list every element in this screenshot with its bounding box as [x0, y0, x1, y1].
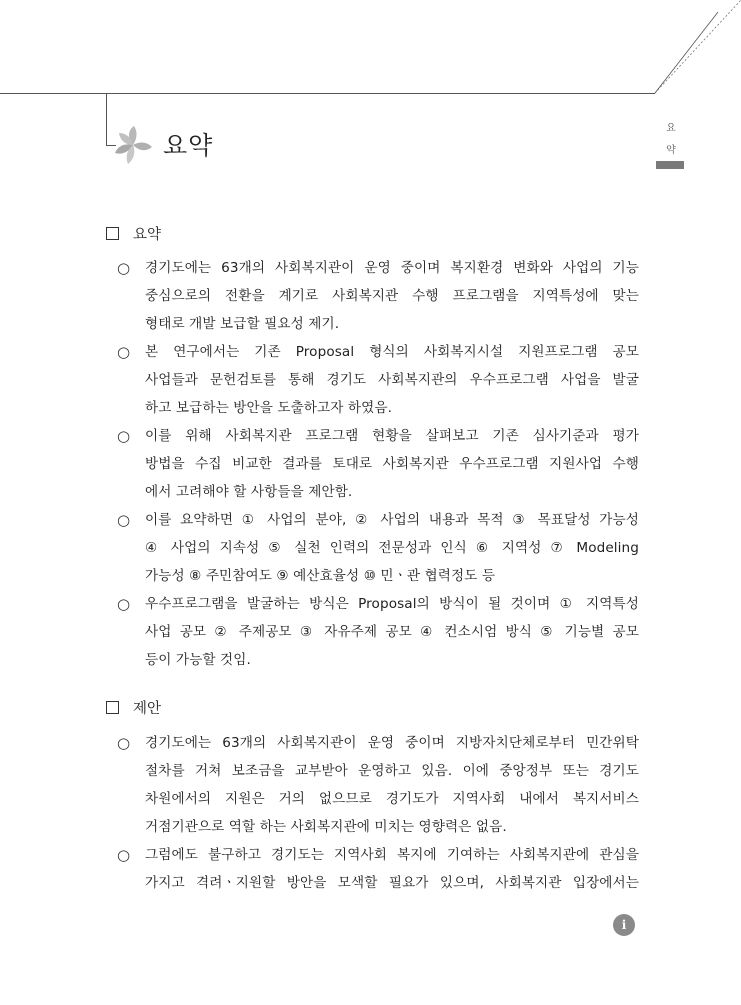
- list-item-line: 등이 가능할 것임.: [145, 652, 251, 668]
- list-item-line: 이를 요약하면 ① 사업의 분야, ② 사업의 내용과 목적 ③ 목표달성 가능성: [145, 512, 639, 528]
- circle-bullet-icon: ○: [117, 343, 131, 361]
- list-item-line: 경기도에는 63개의 사회복지관이 운영 중이며 복지환경 변화와 사업의 기능: [145, 260, 639, 276]
- section-title: 요약: [133, 226, 162, 243]
- page-number-badge: i: [613, 914, 635, 936]
- list-item-line: 본 연구에서는 기존 Proposal 형식의 사회복지시설 지원프로그램 공모: [145, 344, 639, 360]
- list-item-line: 중심으로의 전환을 계기로 사회복지관 수행 프로그램을 지역특성에 맞는: [145, 288, 639, 304]
- list-item-line: 가지고 격려ㆍ지원할 방안을 모색할 필요가 있으며, 사회복지관 입장에서는: [145, 875, 639, 891]
- list-item-line: 경기도에는 63개의 사회복지관이 운영 중이며 지방자치단체로부터 민간위탁: [145, 735, 639, 751]
- list-item: [117, 506, 639, 590]
- list-item-line: 에서 고려해야 할 사항들을 제안함.: [145, 484, 353, 500]
- side-tab-bar: [656, 161, 684, 169]
- list-item-line: 사업들과 문헌검토를 통해 경기도 사회복지관의 우수프로그램 사업을 발굴: [145, 372, 639, 388]
- list-item-line: 거점기관으로 역할 하는 사회복지관에 미치는 영향력은 없음.: [145, 819, 507, 835]
- list-item: [117, 590, 639, 674]
- list-item-line: 방법을 수집 비교한 결과를 토대로 사회복지관 우수프로그램 지원사업 수행: [145, 456, 639, 472]
- list-item-line: 가능성 ⑧ 주민참여도 ⑨ 예산효율성 ⑩ 민ㆍ관 협력정도 등: [145, 568, 496, 584]
- circle-bullet-icon: ○: [117, 427, 131, 445]
- list-item-line: 우수프로그램을 발굴하는 방식은 Proposal의 방식이 될 것이며 ① 지역특성: [145, 596, 639, 612]
- side-tab-char: 요: [666, 123, 676, 134]
- list-item-line: 절차를 거쳐 보조금을 교부받아 운영하고 있음. 이에 중앙정부 또는 경기도: [145, 763, 639, 779]
- square-bullet-icon: [106, 701, 119, 714]
- list-item-line: ④ 사업의 지속성 ⑤ 실천 인력의 전문성과 인식 ⑥ 지역성 ⑦ Modeling: [145, 540, 639, 556]
- corner-decoration: [640, 0, 741, 100]
- list-item-line: 하고 보급하는 방안을 도출하고자 하였음.: [145, 400, 393, 416]
- circle-bullet-icon: ○: [117, 595, 131, 613]
- leaf-ornament-icon: [112, 124, 154, 166]
- list-item: [117, 338, 639, 422]
- square-bullet-icon: [106, 227, 119, 240]
- header-rule: [0, 93, 655, 94]
- chapter-title: 요약: [163, 131, 214, 160]
- circle-bullet-icon: ○: [117, 734, 131, 752]
- circle-bullet-icon: ○: [117, 846, 131, 864]
- side-tab: [656, 118, 686, 162]
- section-heading-proposal: [106, 696, 161, 718]
- title-bracket-vertical: [106, 93, 107, 145]
- proposal-list: [117, 729, 639, 897]
- section-title: 제안: [133, 700, 162, 717]
- circle-bullet-icon: ○: [117, 511, 131, 529]
- circle-bullet-icon: ○: [117, 259, 131, 277]
- side-tab-char: 약: [666, 145, 676, 156]
- list-item: [117, 729, 639, 841]
- list-item: [117, 841, 639, 897]
- list-item-line: 차원에서의 지원은 거의 없으므로 경기도가 지역사회 내에서 복지서비스: [145, 791, 639, 807]
- list-item-line: 형태로 개발 보급할 필요성 제기.: [145, 316, 340, 332]
- list-item: [117, 254, 639, 338]
- section-heading-summary: [106, 222, 161, 244]
- list-item-line: 사업 공모 ② 주제공모 ③ 자유주제 공모 ④ 컨소시엄 방식 ⑤ 기능별 공모: [145, 624, 639, 640]
- list-item-line: 이를 위해 사회복지관 프로그램 현황을 살펴보고 기존 심사기준과 평가: [145, 428, 639, 444]
- summary-list: [117, 254, 639, 674]
- list-item-line: 그럼에도 불구하고 경기도는 지역사회 복지에 기여하는 사회복지관에 관심을: [145, 847, 639, 863]
- list-item: [117, 422, 639, 506]
